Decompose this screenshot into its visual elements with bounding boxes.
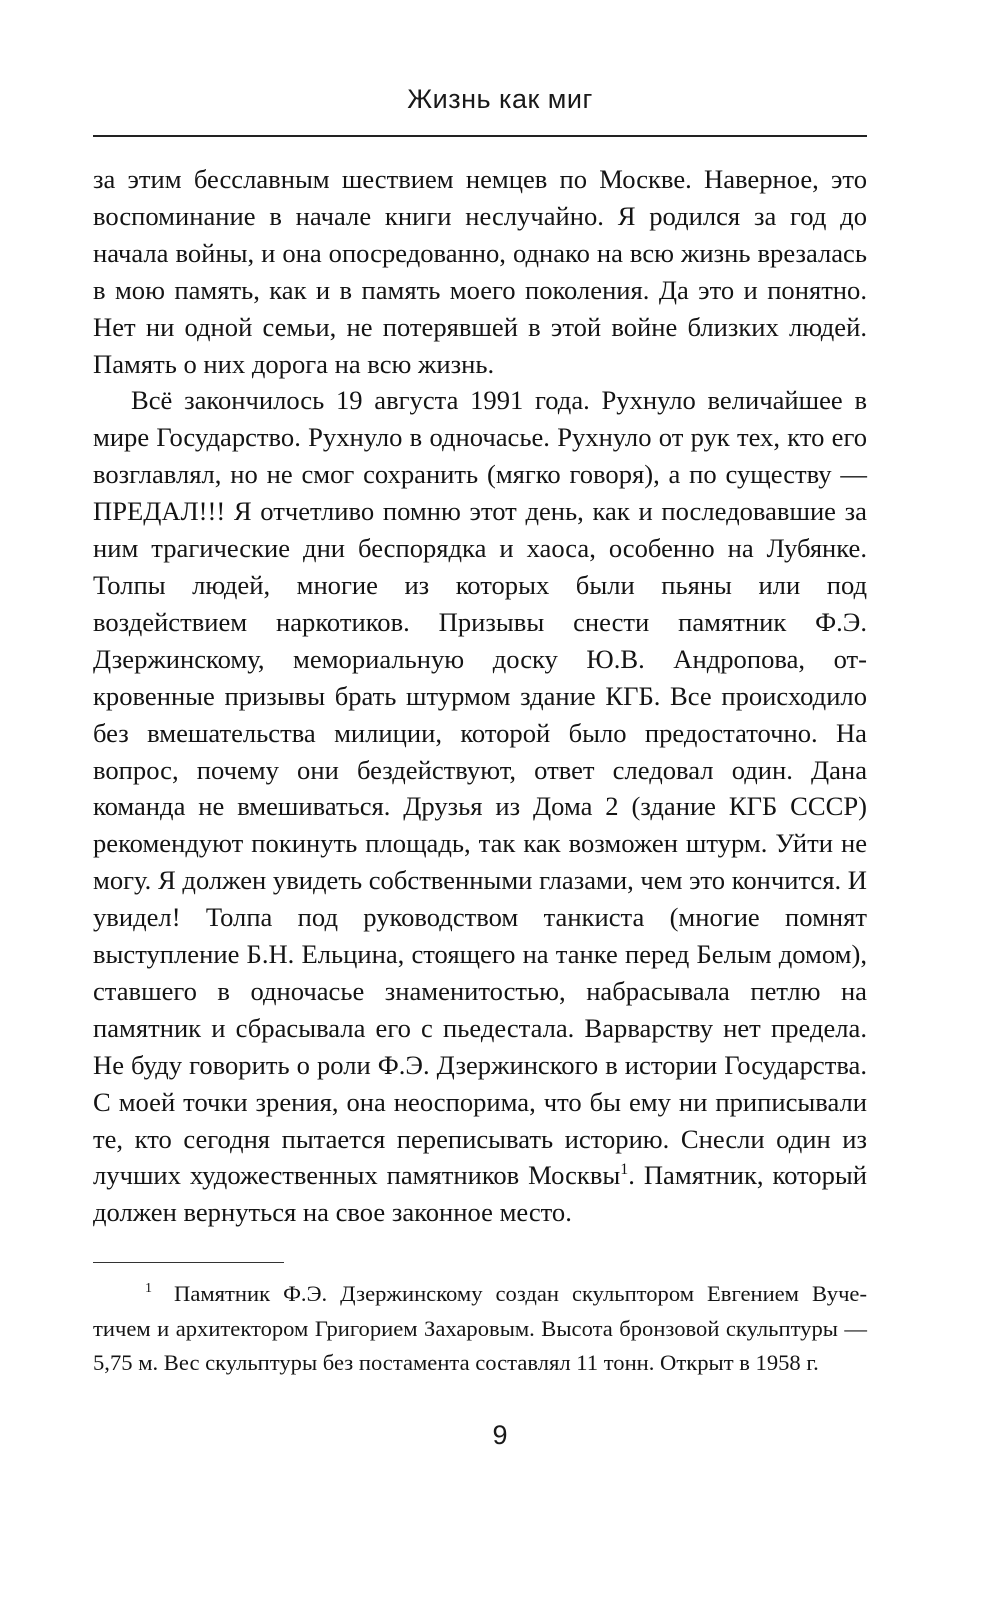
page-number: 9 — [492, 1420, 508, 1450]
running-title: Жизнь как миг — [407, 84, 593, 114]
paragraph-2 — [93, 382, 867, 1231]
footnote-reference[interactable]: 1 — [620, 1161, 629, 1179]
footnote-text: Памятник Ф.Э. Дзержинскому создан скульптором Евгением Вучетичем и архитектором Григорием Захаровым. Высота бронзовой скульптуры — 5,75 м. Вес скульптуры без постамента составлял 11 тонн. Открыт в 1958 г. — [93, 1281, 867, 1375]
paragraph-2-text: Всё закончилось 19 августа 1991 года. Рухнуло величайшее в мире Государство. Рухнуло в одночасье. Рухнуло от рук тех, кто его возглавлял, но не смог сохранить (мягко говоря), а по существу — ПРЕДАЛ!!! Я отчетливо помню этот день, как и последовавшие за ним трагические дни беспорядка и хаоса, особенно на Лубянке. Толпы людей, многие из которых были пьяны или под воздействием наркотиков. Призывы снести памятник Ф.Э. Дзержинскому, мемориальную доску Ю.В. Андропова, откровенные призывы брать штурмом здание КГБ. Все происходило без вмешательства милиции, которой было предостаточно. На вопрос, почему они бездействуют, ответ следовал один. Дана команда не вмешиваться. Друзья из Дома 2 (здание КГБ СССР) рекомендуют покинуть площадь, так как возможен штурм. Уйти не могу. Я должен увидеть собственными глазами, чем это кончится. И увидел! Толпа под руководством танкиста (многие помнят выступление Б.Н. Ельцина, стоящего на танке перед Белым домом), ставшего в одночасье знаменитостью, набрасывала петлю на памятник и сбрасывала его с пьедестала. Варварству нет предела. Не буду говорить о роли Ф.Э. Дзержинского в истории Государства. С моей точки зрения, она неоспорима, что бы ему ни приписывали те, кто сегодня пытается переписывать историю. Снесли один из лучших художественных памятников Москвы — [93, 385, 867, 1191]
footnote-1: 1 Памятник Ф.Э. Дзержинскому создан скульптором Евгением Вучетичем и архитектором Григорием Захаровым. Высота бронзовой скульптуры — 5,75 м. Вес скульптуры без постамента составлял 11 тонн. Открыт в 1958 г. — [93, 1281, 867, 1375]
footnote-rule — [93, 1262, 284, 1263]
footnotes — [93, 1277, 867, 1381]
paragraph-1: за этим бесславным шествием немцев по Москве. Наверное, это воспоминание в начале книги неслучайно. Я родился за год до начала войны, и она опосредованно, однако на всю жизнь врезалась в мою память, как и в память моего поколения. Да это и понятно. Нет ни одной семьи, не потерявшей в этой войне близких людей. Память о них дорога на всю жизнь. — [93, 164, 867, 379]
main-text — [93, 161, 867, 1231]
header-rule — [93, 135, 867, 137]
paragraph-2-end: . Памятник, который должен вернуться на свое законное место. — [93, 1160, 867, 1228]
